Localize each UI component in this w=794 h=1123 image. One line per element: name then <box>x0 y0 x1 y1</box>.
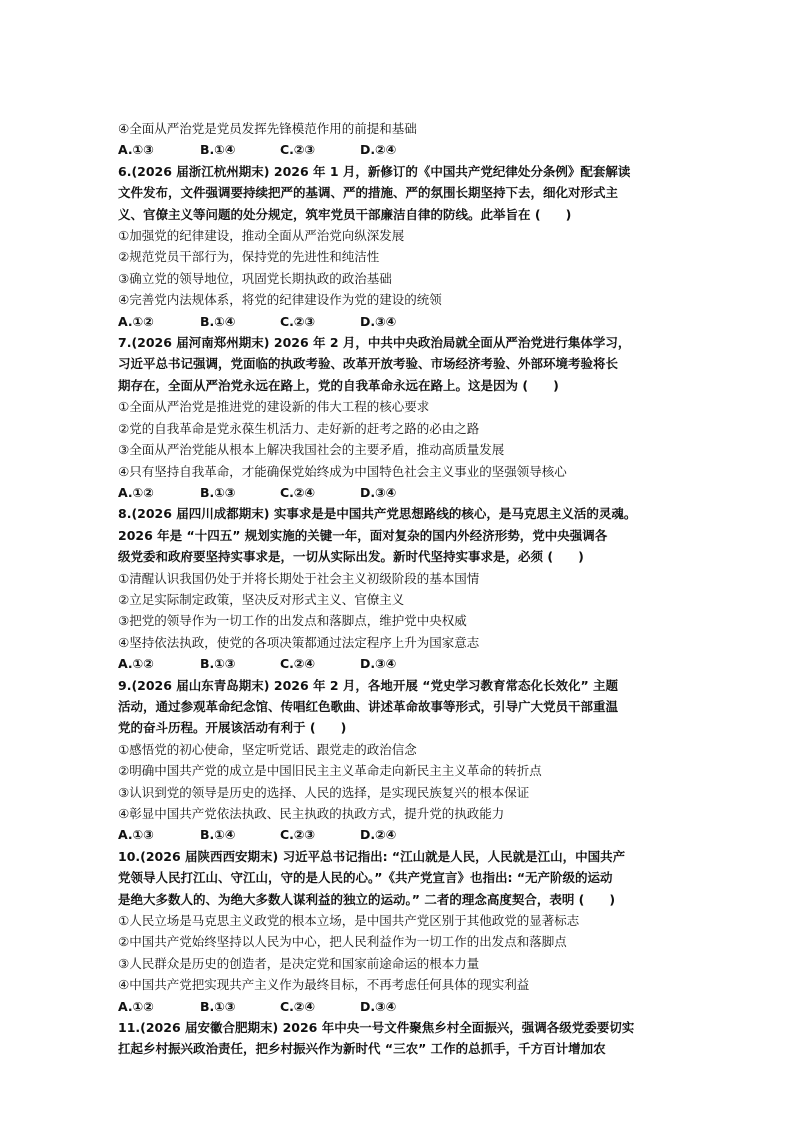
question-line: 7.(2026 届河南郑州期末) 2026 年 2 月，中共中央政治局就全面从严治党进行集体学习， <box>118 335 631 351</box>
item-line: ②立足实际制定政策，坚决反对形式主义、官僚主义 <box>118 591 405 607</box>
item-line: ④完善党内法规体系，将党的纪律建设作为党的建设的统领 <box>118 292 442 308</box>
option-d[interactable]: D.③④ <box>360 998 397 1014</box>
item-line: ③确立党的领导地位，巩固党长期执政的政治基础 <box>118 270 392 286</box>
item-line: ③把党的领导作为一切工作的出发点和落脚点，维护党中央权威 <box>118 613 467 629</box>
option-a[interactable]: A.①② <box>118 313 154 329</box>
question-9 <box>118 675 678 846</box>
exam-page <box>118 118 678 1060</box>
question-line: 8.(2026 届四川成都期末) 实事求是是中国共产党思想路线的核心，是马克思主义活的灵魂。 <box>118 506 637 522</box>
options-row <box>118 996 678 1017</box>
question-line: 6.(2026 届浙江杭州期末) 2026 年 1 月，新修订的《中国共产党纪律处分条例》配套解读 <box>118 163 631 179</box>
item-line: ①全面从严治党是推进党的建设新的伟大工程的核心要求 <box>118 399 430 415</box>
option-b[interactable]: B.①④ <box>200 142 236 158</box>
option-a[interactable]: A.①③ <box>118 142 154 158</box>
item-line: ④全面从严治党是党员发挥先锋模范作用的前提和基础 <box>118 121 417 136</box>
option-b[interactable]: B.①③ <box>200 656 236 672</box>
item-line: ①人民立场是马克思主义政党的根本立场，是中国共产党区别于其他政党的显著标志 <box>118 913 580 929</box>
item-line: ③人民群众是历史的创造者，是决定党和国家前途命运的根本力量 <box>118 955 480 971</box>
item-line: ③全面从严治党能从根本上解决我国社会的主要矛盾，推动高质量发展 <box>118 442 505 458</box>
item-line: ①清醒认识我国仍处于并将长期处于社会主义初级阶段的基本国情 <box>118 570 480 586</box>
item-line: ④坚持依法执政，使党的各项决策都通过法定程序上升为国家意志 <box>118 634 480 650</box>
item-line: ③认识到党的领导是历史的选择、人民的选择，是实现民族复兴的根本保证 <box>118 784 530 800</box>
item-line: ①加强党的纪律建设，推动全面从严治党向纵深发展 <box>118 228 405 244</box>
question-10 <box>118 846 678 1017</box>
question-7 <box>118 332 678 503</box>
options-row <box>118 824 678 845</box>
question-line: 党领导人民打江山、守江山，守的是人民的心。”《共产党宣言》也指出: “无产阶级的运动 <box>118 870 613 886</box>
question-8 <box>118 503 678 674</box>
question-line: 义、官僚主义等问题的处分规定，筑牢党员干部廉洁自律的防线。此举旨在 ( ) <box>118 206 572 222</box>
option-a[interactable]: A.①② <box>118 484 154 500</box>
option-a[interactable]: A.①② <box>118 656 154 672</box>
item-line: ②明确中国共产党的成立是中国旧民主主义革命走向新民主主义革命的转折点 <box>118 763 542 779</box>
question-line: 是绝大多数人的、为绝大多数人谋利益的独立的运动。” 二者的理念高度契合，表明 ( ) <box>118 891 616 907</box>
question-line: 党的奋斗历程。开展该活动有利于 ( ) <box>118 720 347 736</box>
option-d[interactable]: D.②④ <box>360 827 397 843</box>
question-line: 级党委和政府要坚持实事求是，一切从实际出发。新时代坚持实事求是，必须 ( ) <box>118 549 584 565</box>
option-c[interactable]: C.②③ <box>280 827 316 843</box>
options-row <box>118 653 678 674</box>
item-line: ②中国共产党始终坚持以人民为中心，把人民利益作为一切工作的出发点和落脚点 <box>118 934 567 950</box>
option-c[interactable]: C.②④ <box>280 656 316 672</box>
question-line: 2026 年是 “十四五” 规划实施的关键一年，面对复杂的国内外经济形势，党中央强调各 <box>118 527 608 543</box>
question-line: 活动，通过参观革命纪念馆、传唱红色歌曲、讲述革命故事等形式，引导广大党员干部重温 <box>118 698 619 714</box>
option-a[interactable]: A.①② <box>118 998 154 1014</box>
option-d[interactable]: D.③④ <box>360 484 397 500</box>
option-b[interactable]: B.①④ <box>200 313 236 329</box>
question-11 <box>118 1017 678 1060</box>
question-line: 文件发布，文件强调要持续把严的基调、严的措施、严的氛围长期坚持下去，细化对形式主 <box>118 185 619 201</box>
item-line: ②党的自我革命是党永葆生机活力、走好新的赶考之路的必由之路 <box>118 420 480 436</box>
option-d[interactable]: D.③④ <box>360 656 397 672</box>
item-line: ②规范党员干部行为，保持党的先进性和纯洁性 <box>118 249 380 265</box>
option-b[interactable]: B.①③ <box>200 998 236 1014</box>
question-line: 11.(2026 届安徽合肥期末) 2026 年中央一号文件聚焦乡村全面振兴，强调各级党委要切实 <box>118 1020 635 1036</box>
options-row <box>118 311 678 332</box>
option-c[interactable]: C.②④ <box>280 484 316 500</box>
item-line: ④彰显中国共产党依法执政、民主执政的执政方式，提升党的执政能力 <box>118 806 505 821</box>
question-6 <box>118 161 678 332</box>
question-line: 9.(2026 届山东青岛期末) 2026 年 2 月，各地开展 “党史学习教育常态化长效化” 主题 <box>118 677 619 693</box>
option-c[interactable]: C.②④ <box>280 998 316 1014</box>
question-line: 期存在，全面从严治党永远在路上，党的自我革命永远在路上。这是因为 ( ) <box>118 377 559 393</box>
option-c[interactable]: C.②③ <box>280 313 316 329</box>
options-row <box>118 482 678 503</box>
item-line: ①感悟党的初心使命，坚定听党话、跟党走的政治信念 <box>118 741 417 757</box>
option-d[interactable]: D.③④ <box>360 313 397 329</box>
option-b[interactable]: B.①③ <box>200 484 236 500</box>
question-line: 习近平总书记强调，党面临的执政考验、改革开放考验、市场经济考验、外部环境考验将长 <box>118 356 619 372</box>
option-b[interactable]: B.①④ <box>200 827 236 843</box>
item-line: ④中国共产党把实现共产主义作为最终目标，不再考虑任何具体的现实利益 <box>118 977 530 993</box>
option-d[interactable]: D.②④ <box>360 142 397 158</box>
question-line: 扛起乡村振兴政治责任，把乡村振兴作为新时代 “三农” 工作的总抓手，千方百计增加农 <box>118 1041 606 1057</box>
options-row <box>118 139 678 160</box>
question-line: 10.(2026 届陕西西安期末) 习近平总书记指出: “江山就是人民，人民就是江山，中国共产 <box>118 848 626 864</box>
option-a[interactable]: A.①③ <box>118 827 154 843</box>
item-line: ④只有坚持自我革命，才能确保党始终成为中国特色社会主义事业的坚强领导核心 <box>118 463 567 479</box>
option-c[interactable]: C.②③ <box>280 142 316 158</box>
